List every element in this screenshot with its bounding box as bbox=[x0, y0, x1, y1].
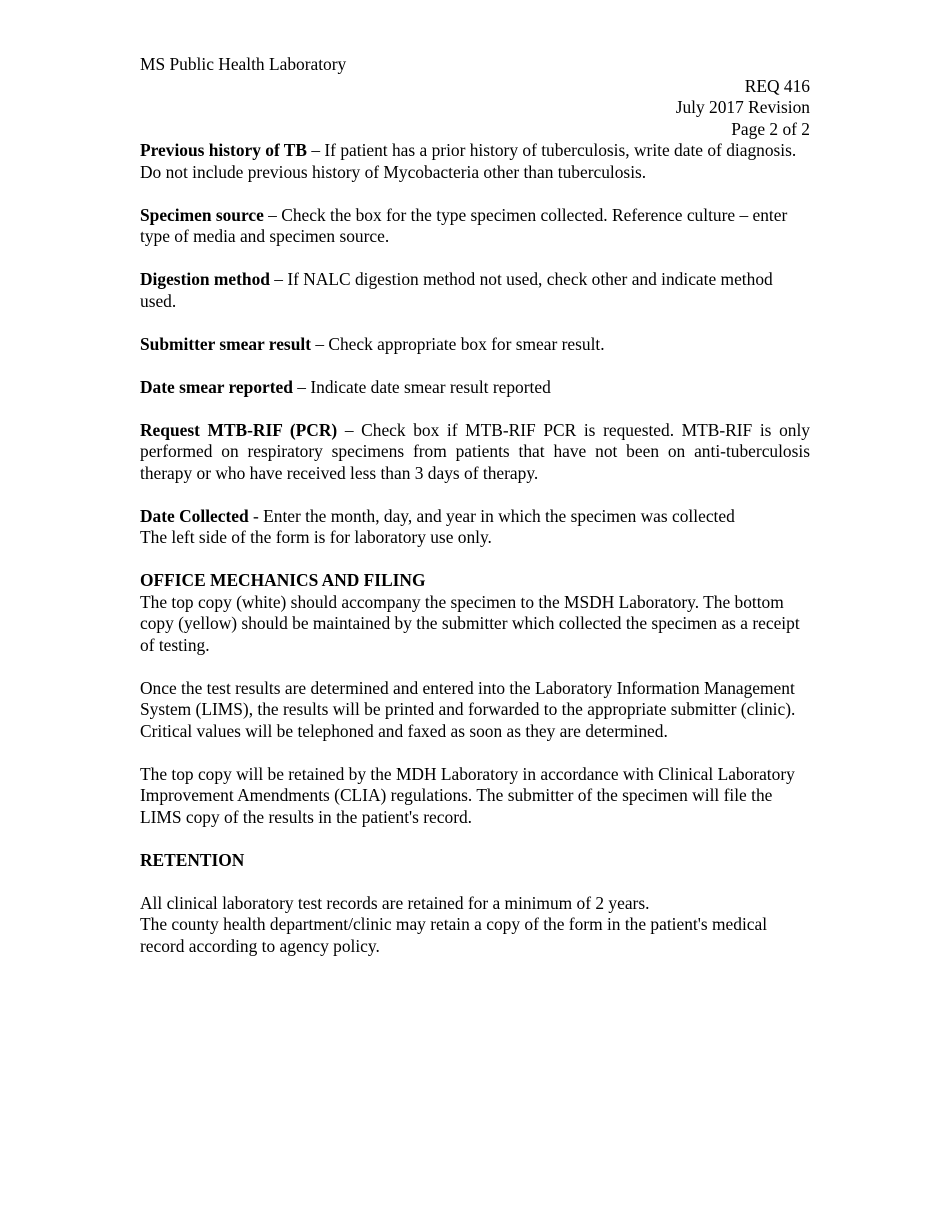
lab-use-note: The left side of the form is for laboratory use only. bbox=[140, 527, 492, 547]
date-collected-line bbox=[140, 506, 810, 528]
term-date-collected: Date Collected bbox=[140, 505, 249, 526]
section-digestion-method bbox=[140, 269, 810, 312]
retention-line-2: The county health department/clinic may retain a copy of the form in the patient's medical record according to agency policy. bbox=[140, 914, 768, 956]
term-specimen-source: Specimen source bbox=[140, 204, 264, 225]
desc-request-mtb-rif: – Check box if MTB-RIF PCR is requested. MTB-RIF is only performed on respiratory specimens from patients that have not been on anti-tuberculosis therapy or who have received less than 3 days of therapy. bbox=[140, 419, 810, 483]
term-digestion-method: Digestion method bbox=[140, 269, 270, 289]
retention-heading: RETENTION bbox=[140, 849, 245, 870]
desc-date-smear-reported: – Indicate date smear result reported bbox=[292, 376, 551, 397]
term-request-mtb-rif: Request MTB-RIF (PCR) bbox=[140, 419, 338, 440]
form-meta bbox=[140, 76, 810, 141]
office-paragraph-2: Once the test results are determined and entered into the Laboratory Information Management System (LIMS), the results will be printed and forwarded to the appropriate submitter (clinic). Critical values will be telephoned and faxed as soon as they are determined. bbox=[140, 677, 796, 741]
desc-specimen-source: – Check the box for the type specimen collected. Reference culture – enter type of media and specimen source. bbox=[140, 204, 788, 246]
form-id: REQ 416 bbox=[744, 75, 810, 96]
desc-previous-history-tb: – If patient has a prior history of tuberculosis, write date of diagnosis. Do not include previous history of Mycobacteria other than tuberculosis. bbox=[140, 140, 797, 182]
page-number: Page 2 of 2 bbox=[731, 118, 810, 139]
retention-body bbox=[140, 893, 810, 958]
section-request-mtb-rif bbox=[140, 420, 810, 485]
retention-line-1: All clinical laboratory test records are retained for a minimum of 2 years. bbox=[140, 892, 650, 913]
desc-submitter-smear-result: – Check appropriate box for smear result. bbox=[311, 333, 605, 354]
form-revision: July 2017 Revision bbox=[675, 97, 810, 117]
office-paragraph-3: The top copy will be retained by the MDH Laboratory in accordance with Clinical Laboratory Improvement Amendments (CLIA) regulations. The submitter of the specimen will file the LIMS copy of the results in the patient's record. bbox=[140, 763, 795, 827]
term-submitter-smear-result: Submitter smear result bbox=[140, 333, 311, 354]
term-previous-history-tb: Previous history of TB bbox=[140, 140, 307, 160]
section-previous-history-tb bbox=[140, 140, 810, 183]
section-date-collected bbox=[140, 506, 810, 549]
office-paragraph-1: The top copy (white) should accompany the specimen to the MSDH Laboratory. The bottom copy (yellow) should be maintained by the submitter which collected the specimen as a receipt of testing. bbox=[140, 591, 800, 655]
office-mechanics-heading: OFFICE MECHANICS AND FILING bbox=[140, 570, 426, 590]
desc-digestion-method: – If NALC digestion method not used, check other and indicate method used. bbox=[140, 269, 773, 311]
section-submitter-smear-result bbox=[140, 334, 810, 356]
section-date-smear-reported bbox=[140, 377, 810, 399]
section-specimen-source bbox=[140, 205, 810, 248]
term-date-smear-reported: Date smear reported bbox=[140, 376, 293, 397]
desc-date-collected: - Enter the month, day, and year in which the specimen was collected bbox=[248, 505, 735, 526]
organization-name: MS Public Health Laboratory bbox=[140, 54, 347, 74]
